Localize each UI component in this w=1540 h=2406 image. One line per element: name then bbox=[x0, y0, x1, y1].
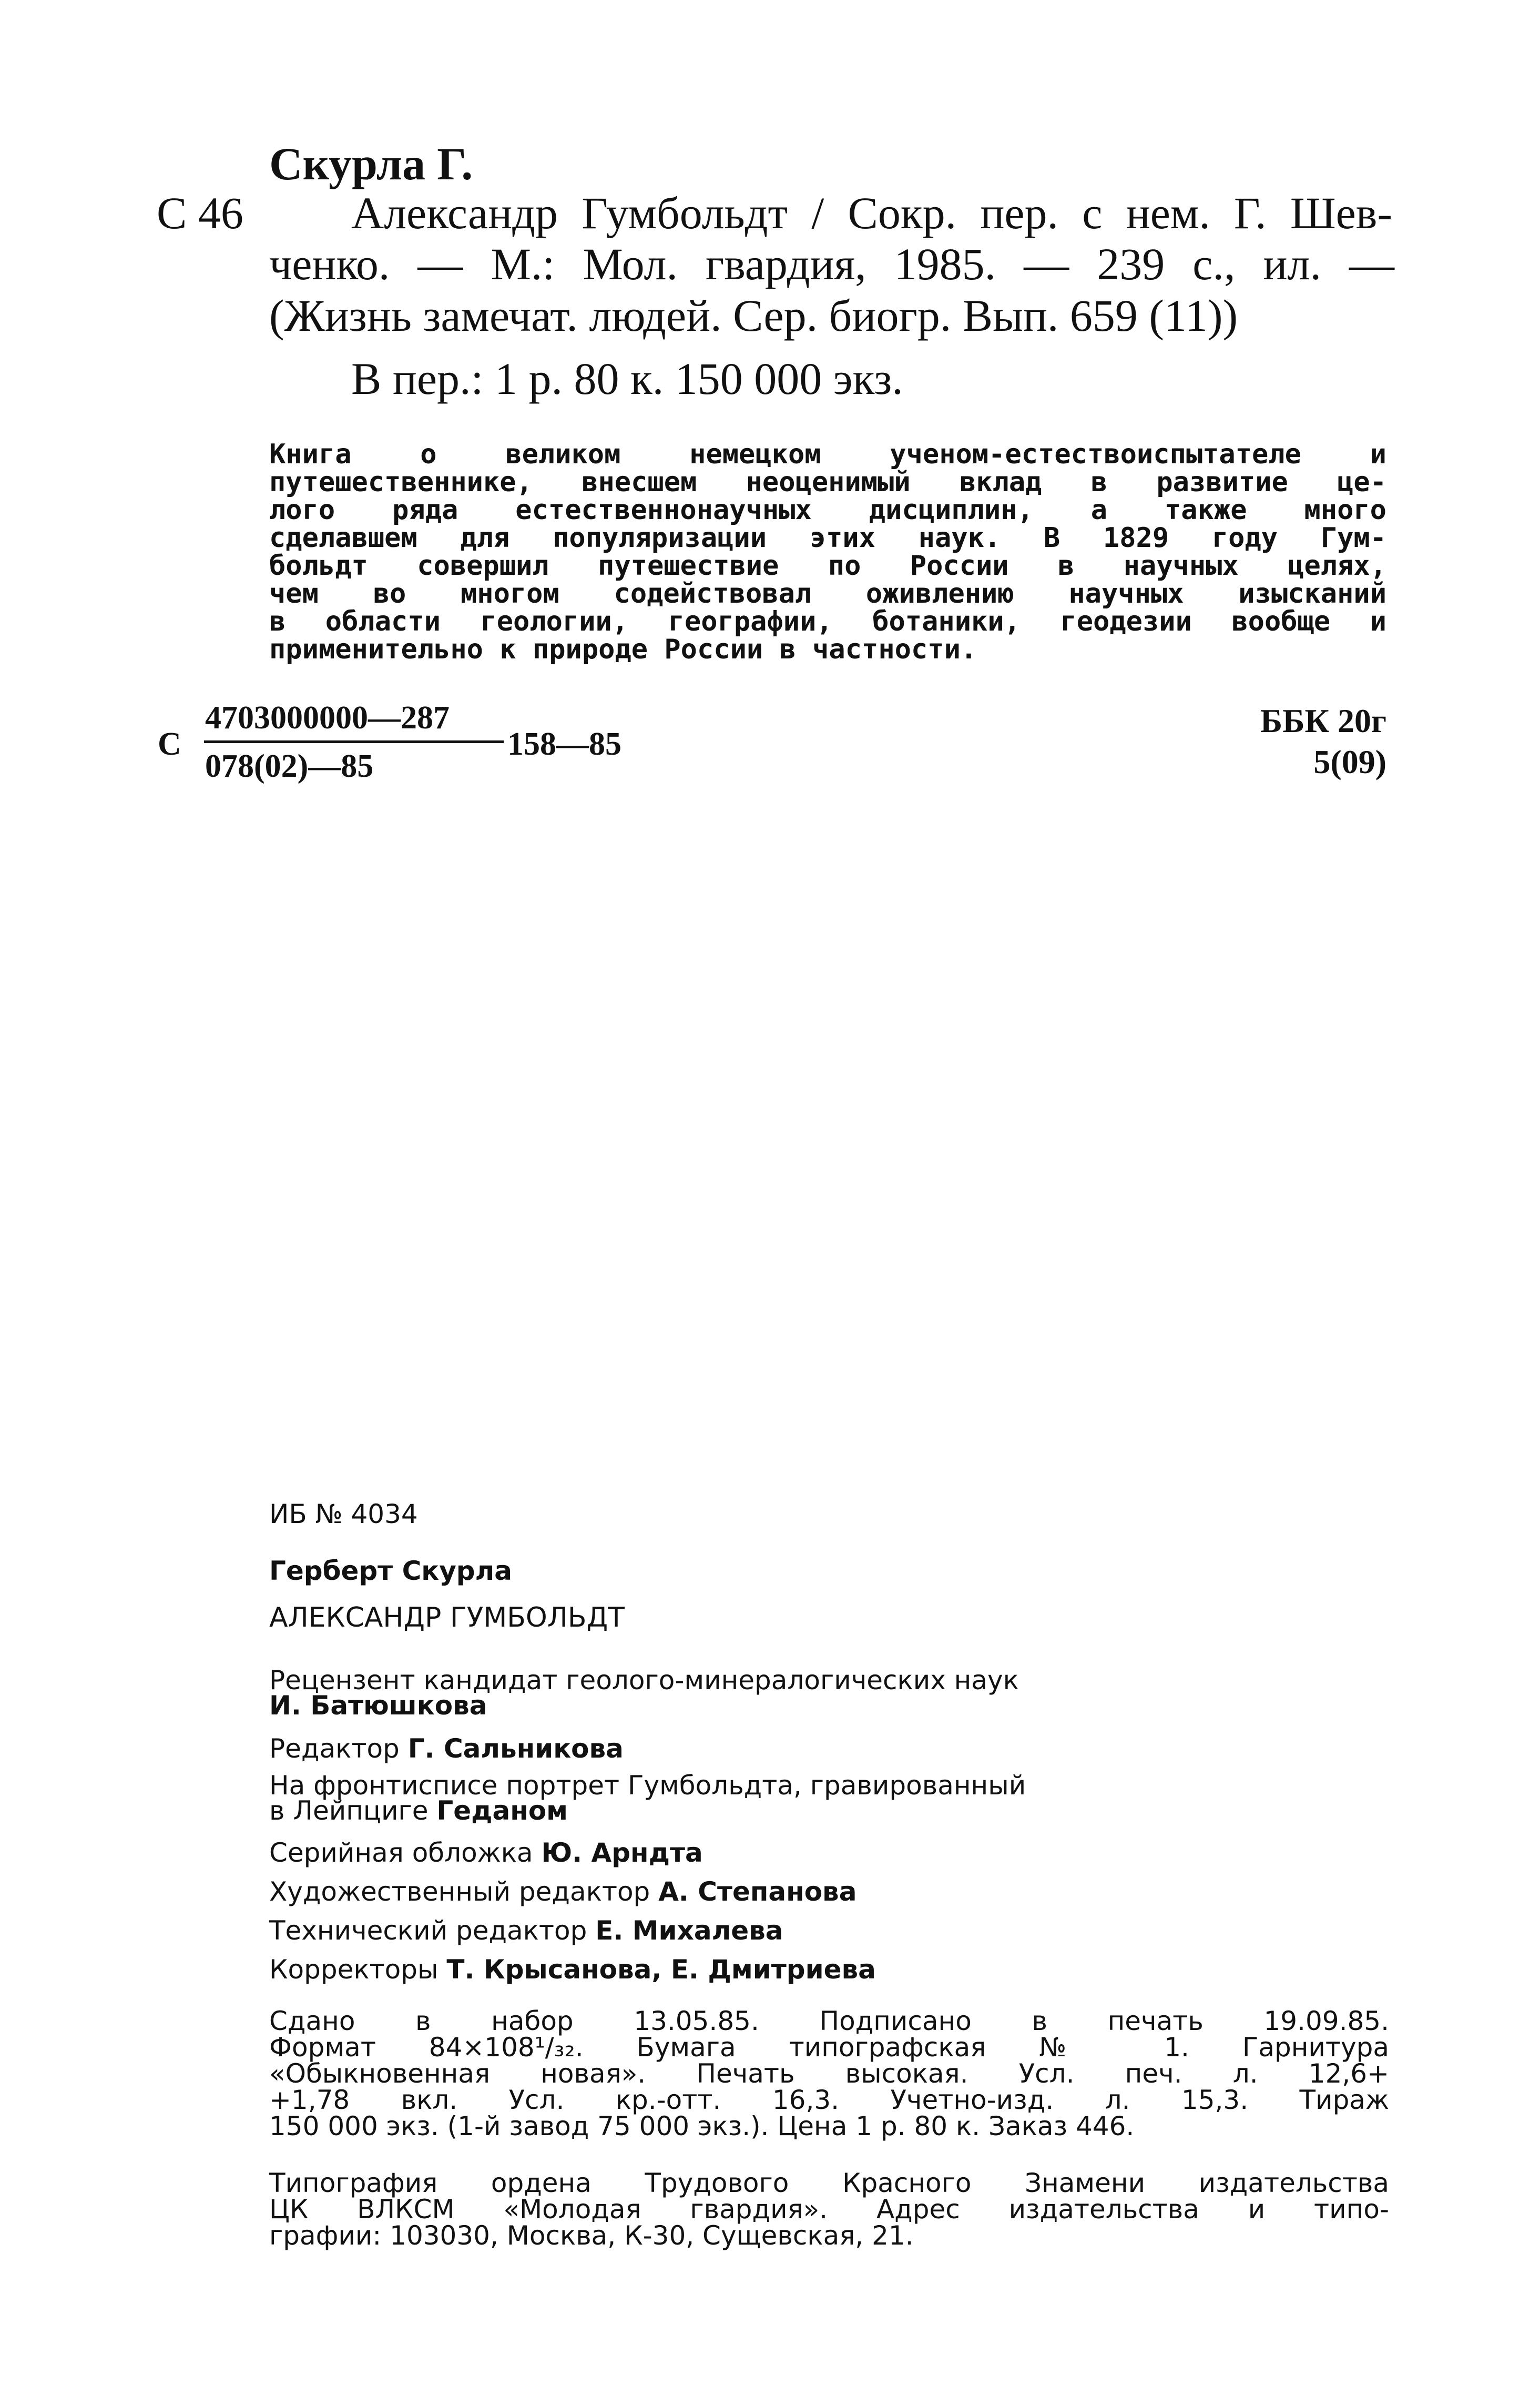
bib-line-3: (Жизнь замечат. людей. Сер. биогр. Вып. 659 (11)) bbox=[269, 290, 1238, 341]
annotation-line: чем во многом содействовал оживлению научных изысканий bbox=[269, 578, 1386, 610]
classification-numerator: 4703000000—287 bbox=[205, 700, 450, 736]
annotation-line: Книга о великом немецком ученом-естествоиспытателе и bbox=[269, 439, 1386, 470]
cover-name: Ю. Арндта bbox=[541, 1838, 703, 1868]
colophon-title: АЛЕКСАНДР ГУМБОЛЬДТ bbox=[269, 1602, 625, 1633]
cover-line bbox=[269, 1838, 703, 1868]
correctors-label: Корректоры bbox=[269, 1954, 438, 1985]
annotation-line: путешественнике, внесшем неоценимый вклад в развитие це- bbox=[269, 466, 1386, 498]
print-details bbox=[269, 2008, 1389, 2139]
annotation-line: в области геологии, географии, ботаники, геодезии вообще и bbox=[269, 606, 1386, 637]
editor-line bbox=[269, 1733, 624, 1764]
annotation bbox=[269, 441, 1386, 664]
art-editor-label: Художественный редактор bbox=[269, 1876, 650, 1907]
bib-line-2: ченко. — М.: Мол. гвардия, 1985. — 239 с., ил. — bbox=[269, 239, 1394, 289]
annotation-line: применительно к природе России в частности. bbox=[269, 634, 977, 665]
frontispiece-line-2 bbox=[269, 1795, 568, 1826]
tech-editor-line bbox=[269, 1915, 783, 1946]
frontispiece-engraver: Геданом bbox=[436, 1795, 568, 1826]
classification-code: 158—85 bbox=[507, 726, 621, 762]
typography-line: графии: 103030, Москва, К-30, Сущевская, 21. bbox=[269, 2220, 914, 2251]
frontispiece-prefix: в Лейпциге bbox=[269, 1795, 429, 1826]
reviewer-name: И. Батюшкова bbox=[269, 1690, 487, 1721]
fraction-bar bbox=[204, 740, 504, 743]
typography-details bbox=[269, 2170, 1389, 2249]
bbk-subcode: 5(09) bbox=[1313, 743, 1386, 780]
reviewer-line: Рецензент кандидат геолого-минералогических наук bbox=[269, 1665, 1019, 1696]
print-line: +1,78 вкл. Усл. кр.-отт. 16,3. Учетно-изд. л. 15,3. Тираж bbox=[269, 2085, 1389, 2115]
typography-line: ЦК ВЛКСМ «Молодая гвардия». Адрес издательства и типо- bbox=[269, 2194, 1389, 2225]
correctors-line bbox=[269, 1954, 876, 1985]
editor-name: Г. Сальникова bbox=[407, 1733, 624, 1764]
annotation-line: больдт совершил путешествие по России в научных целях, bbox=[269, 550, 1386, 582]
price-line: В пер.: 1 р. 80 к. 150 000 экз. bbox=[351, 353, 903, 404]
editor-label: Редактор bbox=[269, 1733, 400, 1764]
tech-editor-name: Е. Михалева bbox=[595, 1915, 783, 1946]
print-line: «Обыкновенная новая». Печать высокая. Усл. печ. л. 12,6+ bbox=[269, 2058, 1389, 2089]
classification-denominator: 078(02)—85 bbox=[205, 748, 374, 784]
art-editor-line bbox=[269, 1876, 856, 1907]
colophon-author: Герберт Скурла bbox=[269, 1556, 512, 1586]
ib-number: ИБ № 4034 bbox=[269, 1499, 418, 1529]
print-line: Сдано в набор 13.05.85. Подписано в печать 19.09.85. bbox=[269, 2006, 1389, 2036]
catalog-index: С 46 bbox=[157, 188, 243, 238]
classification-letter: С bbox=[158, 726, 181, 762]
annotation-line: сделавшем для популяризации этих наук. В 1829 году Гум- bbox=[269, 522, 1386, 554]
cover-label: Серийная обложка bbox=[269, 1838, 533, 1868]
tech-editor-label: Технический редактор bbox=[269, 1915, 587, 1946]
art-editor-name: А. Степанова bbox=[658, 1876, 857, 1907]
print-line: Формат 84×108¹/₃₂. Бумага типографская № 1. Гарнитура bbox=[269, 2032, 1389, 2063]
bbk-code: ББК 20г bbox=[1260, 702, 1386, 739]
bib-line-1: Александр Гумбольдт / Сокр. пер. с нем. Г. Шев- bbox=[351, 188, 1392, 238]
frontispiece-line-1: На фронтисписе портрет Гумбольдта, гравированный bbox=[269, 1770, 1026, 1801]
typography-line: Типография ордена Трудового Красного Знамени издательства bbox=[269, 2168, 1389, 2198]
print-line: 150 000 экз. (1-й завод 75 000 экз.). Цена 1 р. 80 к. Заказ 446. bbox=[269, 2111, 1135, 2141]
record-author: Скурла Г. bbox=[269, 139, 473, 190]
correctors-names: Т. Крысанова, Е. Дмитриева bbox=[446, 1954, 876, 1985]
annotation-line: лого ряда естественнонаучных дисциплин, а также много bbox=[269, 494, 1386, 526]
